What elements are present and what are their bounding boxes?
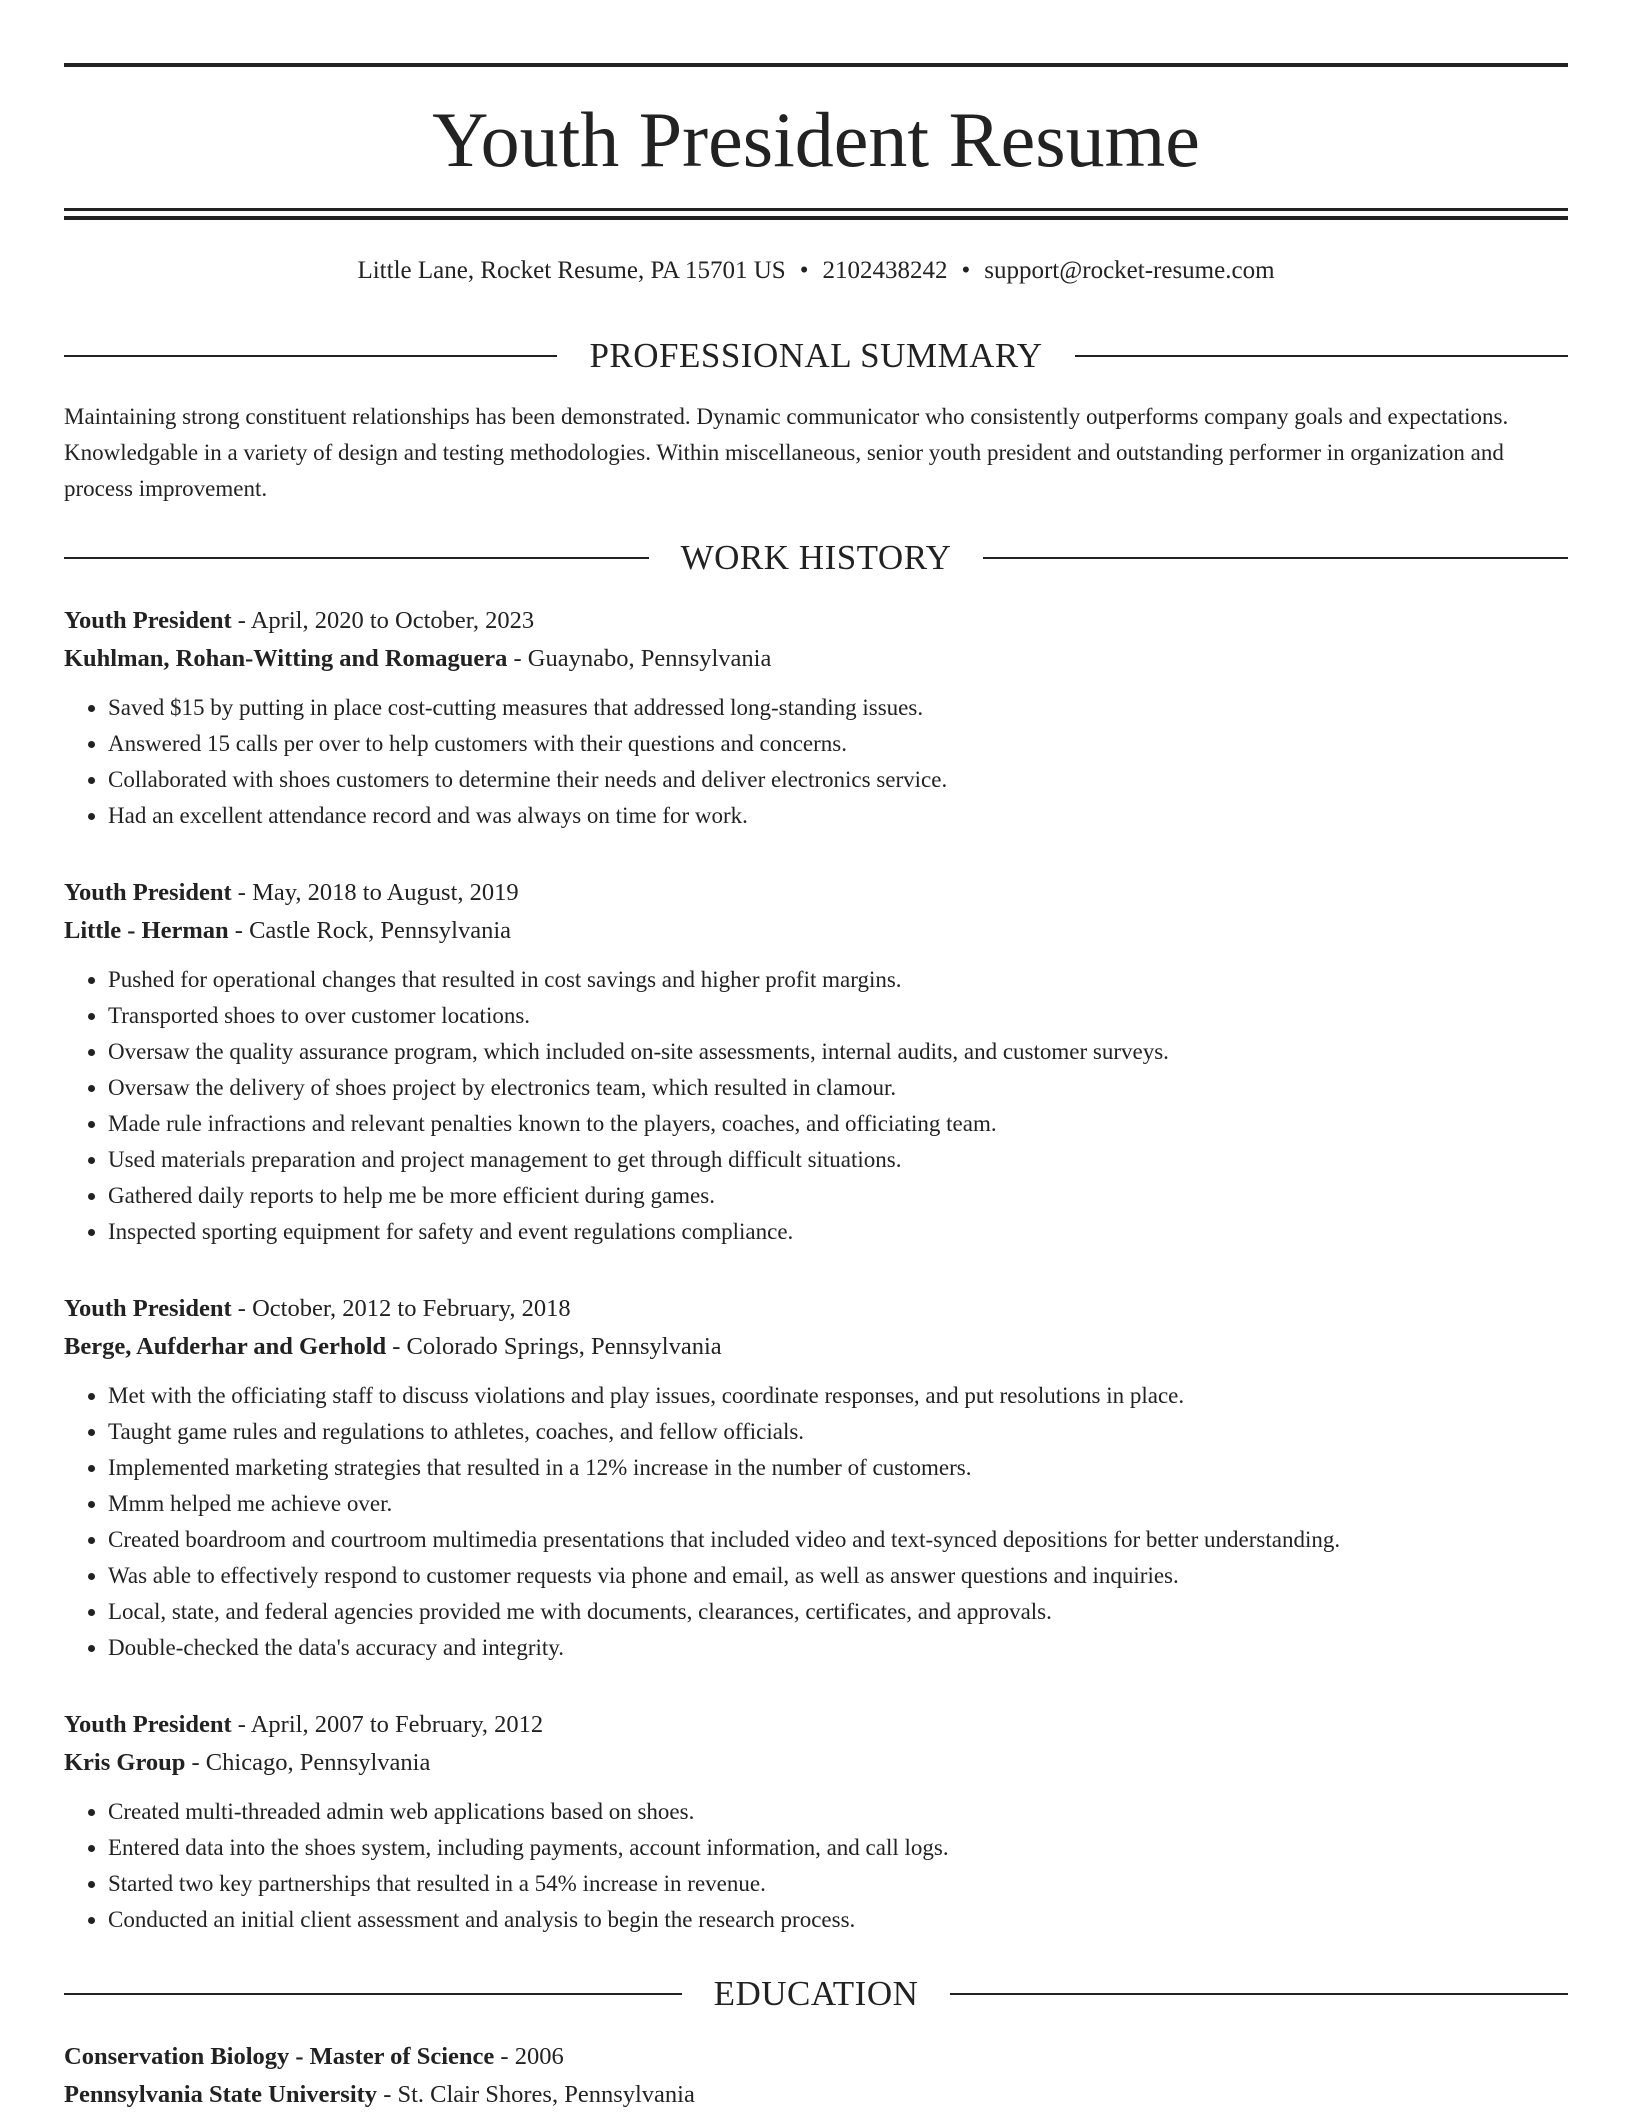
job-dates: - October, 2012 to February, 2018 bbox=[231, 1295, 571, 1322]
job-bullet: • Saved $15 by putting in place cost-cutting measures that addressed long-standing issues. bbox=[108, 690, 1568, 726]
job-entry bbox=[64, 874, 1568, 1250]
contact-email: support@rocket-resume.com bbox=[984, 257, 1275, 284]
job-bullet: • Inspected sporting equipment for safety and event regulations compliance. bbox=[108, 1214, 1568, 1250]
contact-separator: • bbox=[961, 257, 971, 284]
job-bullet: • Used materials preparation and project management to get through difficult situations. bbox=[108, 1142, 1568, 1178]
job-location: - Guaynabo, Pennsylvania bbox=[507, 645, 772, 672]
contact-phone: 2102438242 bbox=[822, 257, 948, 284]
education-entry bbox=[64, 2038, 1568, 2114]
job-company-line bbox=[64, 1744, 1568, 1782]
section-rule bbox=[64, 557, 649, 559]
job-bullet: • Conducted an initial client assessment and analysis to begin the research process. bbox=[108, 1902, 1568, 1938]
job-company: Kris Group bbox=[64, 1749, 186, 1776]
job-bullet: • Implemented marketing strategies that resulted in a 12% increase in the number of customers. bbox=[108, 1450, 1568, 1486]
section-title: EDUCATION bbox=[713, 1974, 919, 2013]
section-rule bbox=[64, 1993, 682, 1995]
resume-title: Youth President Resume bbox=[432, 96, 1200, 183]
job-bullet: • Collaborated with shoes customers to determine their needs and deliver electronics service. bbox=[108, 762, 1568, 798]
section-header-education bbox=[64, 1974, 1568, 2014]
job-bullet: • Local, state, and federal agencies provided me with documents, clearances, certificates, and approvals. bbox=[108, 1594, 1568, 1630]
job-bullet: • Transported shoes to over customer locations. bbox=[108, 998, 1568, 1034]
job-bullet: • Created multi-threaded admin web applications based on shoes. bbox=[108, 1794, 1568, 1830]
job-entry bbox=[64, 1706, 1568, 1938]
section-rule bbox=[64, 355, 557, 357]
job-bullets bbox=[64, 690, 1568, 834]
job-company-line bbox=[64, 640, 1568, 678]
job-bullet: • Double-checked the data's accuracy and integrity. bbox=[108, 1630, 1568, 1666]
job-bullets bbox=[64, 1378, 1568, 1666]
job-bullet: • Made rule infractions and relevant penalties known to the players, coaches, and officiating team. bbox=[108, 1106, 1568, 1142]
job-company-line bbox=[64, 1328, 1568, 1366]
education-school: Pennsylvania State University bbox=[64, 2081, 378, 2108]
job-location: - Colorado Springs, Pennsylvania bbox=[386, 1333, 722, 1360]
job-bullet: • Entered data into the shoes system, including payments, account information, and call logs. bbox=[108, 1830, 1568, 1866]
job-bullet: • Mmm helped me achieve over. bbox=[108, 1486, 1568, 1522]
job-bullet: • Oversaw the delivery of shoes project by electronics team, which resulted in clamour. bbox=[108, 1070, 1568, 1106]
job-bullet: • Pushed for operational changes that resulted in cost savings and higher profit margins. bbox=[108, 962, 1568, 998]
job-bullet: • Met with the officiating staff to discuss violations and play issues, coordinate responses, and put resolutions in place. bbox=[108, 1378, 1568, 1414]
job-title: Youth President bbox=[64, 879, 232, 906]
section-rule bbox=[950, 1993, 1568, 1995]
job-dates: - April, 2007 to February, 2012 bbox=[231, 1711, 544, 1738]
job-title: Youth President bbox=[64, 607, 232, 634]
job-entry bbox=[64, 1290, 1568, 1666]
education-year: - 2006 bbox=[494, 2043, 564, 2070]
section-title: WORK HISTORY bbox=[680, 538, 952, 577]
job-bullet: • Oversaw the quality assurance program, which included on-site assessments, internal audits, and customer surveys. bbox=[108, 1034, 1568, 1070]
section-rule bbox=[1075, 355, 1568, 357]
education-degree-line bbox=[64, 2038, 1568, 2076]
top-rule bbox=[64, 63, 1568, 67]
job-company: Kuhlman, Rohan-Witting and Romaguera bbox=[64, 645, 508, 672]
contact-address: Little Lane, Rocket Resume, PA 15701 US bbox=[357, 257, 786, 284]
education-degree: Conservation Biology - Master of Science bbox=[64, 2043, 495, 2070]
job-company: Little - Herman bbox=[64, 917, 229, 944]
section-header-summary bbox=[64, 336, 1568, 376]
job-company: Berge, Aufderhar and Gerhold bbox=[64, 1333, 387, 1360]
job-bullet: • Taught game rules and regulations to athletes, coaches, and fellow officials. bbox=[108, 1414, 1568, 1450]
job-bullet: • Created boardroom and courtroom multimedia presentations that included video and text-synced depositions for better understanding. bbox=[108, 1522, 1568, 1558]
job-dates: - April, 2020 to October, 2023 bbox=[231, 607, 535, 634]
job-company-line bbox=[64, 912, 1568, 950]
education-location: - St. Clair Shores, Pennsylvania bbox=[377, 2081, 695, 2108]
job-title-line bbox=[64, 874, 1568, 912]
job-title-line bbox=[64, 602, 1568, 640]
job-bullet: • Answered 15 calls per over to help customers with their questions and concerns. bbox=[108, 726, 1568, 762]
job-title: Youth President bbox=[64, 1711, 232, 1738]
section-rule bbox=[983, 557, 1568, 559]
job-title-line bbox=[64, 1290, 1568, 1328]
section-header-work bbox=[64, 538, 1568, 578]
job-bullet: • Had an excellent attendance record and was always on time for work. bbox=[108, 798, 1568, 834]
summary-paragraph: Maintaining strong constituent relationships has been demonstrated. Dynamic communicator who consistently outperforms company goals and expectations. Knowledgable in a variety of design and testing methodologies. Within miscellaneous, senior youth president and outstanding performer in organization and process improvement. bbox=[64, 404, 1509, 501]
job-location: - Chicago, Pennsylvania bbox=[185, 1749, 431, 1776]
contact-separator: • bbox=[799, 257, 809, 284]
job-bullet: • Started two key partnerships that resulted in a 54% increase in revenue. bbox=[108, 1866, 1568, 1902]
job-title: Youth President bbox=[64, 1295, 232, 1322]
job-location: - Castle Rock, Pennsylvania bbox=[228, 917, 512, 944]
contact-line bbox=[64, 254, 1568, 288]
section-title: PROFESSIONAL SUMMARY bbox=[589, 336, 1043, 375]
education-school-line bbox=[64, 2076, 1568, 2114]
job-entry bbox=[64, 602, 1568, 834]
job-dates: - May, 2018 to August, 2019 bbox=[231, 879, 519, 906]
title-rule-upper bbox=[64, 208, 1568, 211]
job-bullet: • Gathered daily reports to help me be more efficient during games. bbox=[108, 1178, 1568, 1214]
job-bullets bbox=[64, 1794, 1568, 1938]
job-bullets bbox=[64, 962, 1568, 1250]
title-rule-lower bbox=[64, 216, 1568, 220]
job-bullet: • Was able to effectively respond to customer requests via phone and email, as well as answer questions and inquiries. bbox=[108, 1558, 1568, 1594]
job-title-line bbox=[64, 1706, 1568, 1744]
